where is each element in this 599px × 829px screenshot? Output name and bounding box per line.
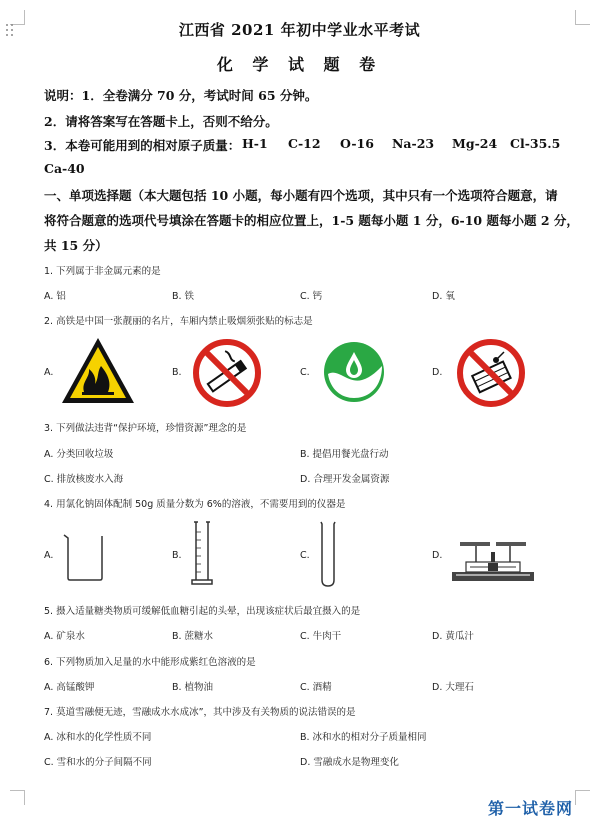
question-5-option-d[interactable]: D. 黄瓜汁 [432,631,474,642]
question-1-option-a[interactable]: A. 铝 [44,291,66,302]
question-2-stem: 2. 高铁是中国一张靓丽的名片，车厢内禁止吸烟须张贴的标志是 [44,316,313,327]
section-line-1: 一、单项选择题（本大题包括 10 小题，每小题有四个选项，其中只有一个选项符合题意，请 [44,188,558,203]
question-7-stem: 7. 莫道雪融便无迹，雪融成水水成冰”，其中涉及有关物质的说法错误的是 [44,707,356,718]
test-tube-icon [318,520,338,590]
atomic-mass-h: H-1 [242,136,268,151]
question-4-option-a[interactable]: A. [44,550,54,561]
atomic-mass-ca: Ca-40 [44,161,85,176]
question-3-stem: 3. 下列做法违背“保护环境，珍惜资源”理念的是 [44,423,247,434]
site-watermark: 第一试卷网 [488,799,574,818]
atomic-mass-na: Na-23 [392,136,435,151]
question-3-option-a[interactable]: A. 分类回收垃圾 [44,449,114,460]
question-7-option-d[interactable]: D. 雪融成水是物理变化 [300,757,399,768]
question-4-stem: 4. 用氯化钠固体配制 50g 质量分数为 6%的溶液，不需要用到的仪器是 [44,499,346,510]
question-5-option-c[interactable]: C. 牛肉干 [300,631,342,642]
no-fireworks-sign-icon [456,338,526,408]
question-2-option-d[interactable]: D. [432,367,443,378]
atomic-mass-mg: Mg-24 [452,136,498,151]
question-6-option-d[interactable]: D. 大理石 [432,682,474,693]
question-6-option-c[interactable]: C. 酒精 [300,682,332,693]
note-3: 3．本卷可能用到的相对原子质量： [44,138,241,153]
exam-subtitle: 化 学 试 题 卷 [216,55,383,74]
question-7-option-b[interactable]: B. 冰和水的相对分子质量相同 [300,732,427,743]
section-line-3: 共 15 分） [44,238,108,253]
note-1: 说明：1．全卷满分 70 分，考试时间 65 分钟。 [44,88,318,103]
question-1-option-c[interactable]: C. 钙 [300,291,323,302]
exam-title: 江西省 2021 年初中学业水平考试 [178,21,421,39]
question-7-option-c[interactable]: C. 雪和水的分子间隔不同 [44,757,152,768]
question-6-stem: 6. 下列物质加入足量的水中能形成紫红色溶液的是 [44,657,256,668]
question-2-option-b[interactable]: B. [172,367,182,378]
question-5-option-b[interactable]: B. 蔗糖水 [172,631,214,642]
question-5-stem: 5. 摄入适量糖类物质可缓解低血糖引起的头晕，出现该症状后最宜摄入的是 [44,606,361,617]
question-4-option-d[interactable]: D. [432,550,443,561]
flammable-warning-sign-icon [60,336,136,406]
balance-scale-icon [448,528,538,584]
question-3-option-c[interactable]: C. 排放核废水入海 [44,474,124,485]
atomic-mass-c: C-12 [288,136,321,151]
question-3-option-d[interactable]: D. 合理开发金属资源 [300,474,390,485]
question-7-option-a[interactable]: A. 冰和水的化学性质不同 [44,732,152,743]
question-5-option-a[interactable]: A. 矿泉水 [44,631,85,642]
question-2-option-a[interactable]: A. [44,367,54,378]
question-1-stem: 1. 下列属于非金属元素的是 [44,266,161,277]
question-4-option-c[interactable]: C. [300,550,310,561]
page-corner-bottom-left [10,790,25,805]
note-2: 2．请将答案写在答题卡上，否则不给分。 [44,114,278,129]
question-3-option-b[interactable]: B. 提倡用餐光盘行动 [300,449,389,460]
question-4-option-b[interactable]: B. [172,550,182,561]
question-1-option-b[interactable]: B. 铁 [172,291,195,302]
water-saving-sign-icon [322,340,386,404]
atomic-mass-cl: Cl-35.5 [510,136,561,151]
question-1-option-d[interactable]: D. 氧 [432,291,455,302]
graduated-cylinder-icon [190,520,216,588]
atomic-mass-o: O-16 [340,136,374,151]
question-6-option-b[interactable]: B. 植物油 [172,682,214,693]
section-line-2: 将符合题意的选项代号填涂在答题卡的相应位置上，1-5 题每小题 1 分，6-10 题每小题 2 分， [44,213,579,228]
page-corner-bottom-right [575,790,590,805]
no-smoking-sign-icon [192,338,262,408]
question-6-option-a[interactable]: A. 高锰酸钾 [44,682,95,693]
beaker-icon [62,532,108,582]
question-2-option-c[interactable]: C. [300,367,310,378]
